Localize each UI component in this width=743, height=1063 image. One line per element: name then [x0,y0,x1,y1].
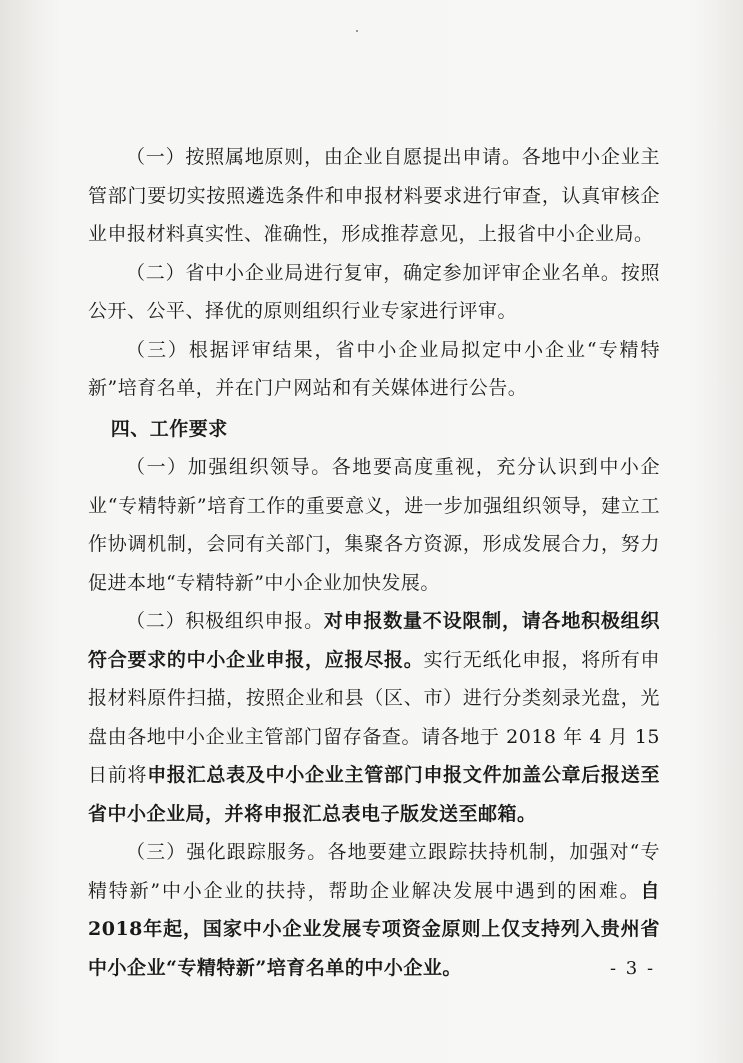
body-text: （二）积极组织申报。 [126,610,324,632]
paragraph [88,254,660,331]
paragraph [88,833,660,987]
body-text: （一）加强组织领导。各地要高度重视，充分认识到中小企业“专精特新”培育工作的重要意义，进一步加强组织领导，建立工作协调机制，会同有关部门，集聚各方资源，形成发展合力，努力促进本地“专精特新”中小企业加快发展。 [88,456,660,594]
body-text: （二）省中小企业局进行复审，确定参加评审企业名单。按照公开、公平、择优的原则组织行业专家进行评审。 [88,261,660,322]
body-text: （三）根据评审结果，省中小企业局拟定中小企业“专精特新”培育名单，并在门户网站和有关媒体进行公告。 [88,338,660,399]
paragraph [88,331,660,408]
section-heading [88,410,660,449]
paragraph [88,138,660,254]
body-text: （一）按照属地原则，由企业自愿提出申请。各地中小企业主管部门要切实按照遴选条件和申报材料要求进行审查，认真审核企业申报材料真实性、准确性，形成推荐意见，上报省中小企业局。 [88,146,660,245]
paragraph [88,448,660,602]
page-number: - 3 - [610,958,656,979]
document-body [88,138,660,987]
bold-text: 对申报数量不设限制，请各地积极组织符合要求的中小企业申报，应报尽报。 [88,610,660,671]
body-text: （三）强化跟踪服务。各地要建立跟踪扶持机制，加强对“专精特新”中小企业的扶持，帮助企业解决发展中遇到的困难。 [88,841,660,902]
bold-text: 四、工作要求 [110,417,228,440]
bold-text: 自 2018年起，国家中小企业发展专项资金原则上仅支持列入贵州省中小企业“专精特新”培育名单的中小企业。 [88,879,660,979]
scan-speck [356,30,358,32]
paragraph [88,602,660,833]
bold-text: 申报汇总表及中小企业主管部门申报文件加盖公章后报送至省中小企业局，并将申报汇总表电子版发送至邮箱。 [88,764,660,825]
body-text: 实行无纸化申报，将所有申报材料原件扫描，按照企业和县（区、市）进行分类刻录光盘，光盘由各地中小企业主管部门留存备查。请各地于 2018 年 4 月 15 日前将 [88,648,660,786]
